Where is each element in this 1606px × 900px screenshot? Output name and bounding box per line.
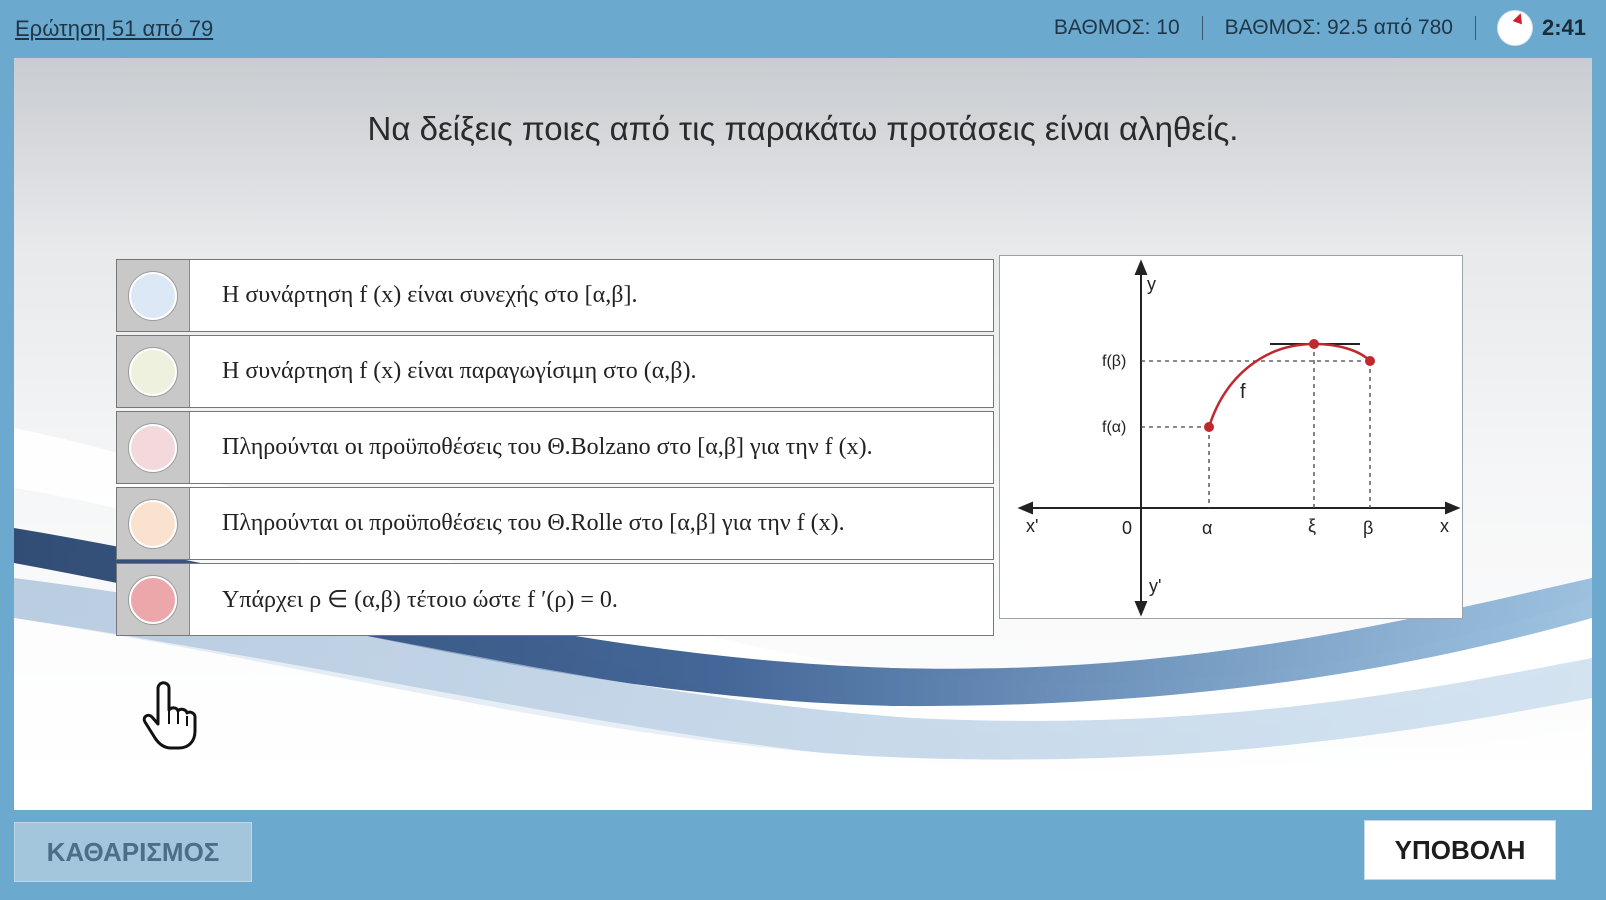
- question-stage: [14, 58, 1592, 810]
- option-radio[interactable]: [129, 576, 177, 624]
- option-text[interactable]: Η συνάρτηση f (x) είναι παραγωγίσιμη στο (α,β).: [222, 358, 697, 384]
- timer-icon: [1498, 11, 1532, 45]
- y-arrow-up: [1136, 262, 1146, 274]
- x-arrow-left: [1020, 503, 1032, 513]
- curve-label: f: [1240, 381, 1246, 403]
- option-text[interactable]: Πληρούνται οι προϋποθέσεις του Θ.Rolle στο [α,β] για την f (x).: [222, 510, 845, 536]
- option-text[interactable]: Υπάρχει ρ ∈ (α,β) τέτοιο ώστε f ′(ρ) = 0.: [222, 587, 618, 613]
- submit-button[interactable]: ΥΠΟΒΟΛΗ: [1364, 820, 1556, 880]
- option-4[interactable]: [116, 487, 994, 560]
- divider: [1202, 16, 1203, 40]
- y-label: y: [1147, 274, 1156, 294]
- question-counter[interactable]: Ερώτηση 51 από 79: [15, 16, 214, 41]
- fa-label: f(α): [1102, 419, 1127, 436]
- hand-cursor-icon: [140, 680, 204, 752]
- a-label: α: [1202, 518, 1213, 538]
- x-arrow-right: [1446, 503, 1458, 513]
- graph-svg: [1000, 256, 1462, 618]
- fb-label: f(β): [1102, 353, 1127, 370]
- option-text[interactable]: Πληρούνται οι προϋποθέσεις του Θ.Bolzano στο [α,β] για την f (x).: [222, 434, 873, 460]
- top-bar: [0, 0, 1606, 56]
- y-arrow-down: [1136, 602, 1146, 614]
- option-radio[interactable]: [129, 500, 177, 548]
- function-curve: [1209, 344, 1370, 427]
- option-radio[interactable]: [129, 424, 177, 472]
- score-area: [1054, 10, 1586, 46]
- option-1[interactable]: [116, 259, 994, 332]
- question-prompt: Να δείξεις ποιες από τις παρακάτω προτάσεις είναι αληθείς.: [367, 110, 1239, 147]
- origin-label: 0: [1122, 518, 1133, 538]
- b-label: β: [1363, 518, 1374, 538]
- x-neg-label: x': [1026, 516, 1039, 536]
- function-graph: [999, 255, 1463, 619]
- point-xi: [1309, 339, 1319, 349]
- timer: 2:41: [1541, 15, 1586, 40]
- option-radio-cell[interactable]: [117, 488, 190, 559]
- x-label: x: [1440, 516, 1449, 536]
- option-5[interactable]: [116, 563, 994, 636]
- question-score: ΒΑΘΜΟΣ: 10: [1053, 16, 1180, 39]
- option-radio-cell[interactable]: [117, 260, 190, 331]
- xi-label: ξ: [1308, 516, 1317, 536]
- option-radio-cell[interactable]: [117, 336, 190, 407]
- total-score: ΒΑΘΜΟΣ: 92.5 από 780: [1224, 16, 1453, 39]
- options-list: [116, 259, 994, 639]
- option-2[interactable]: [116, 335, 994, 408]
- option-radio-cell[interactable]: [117, 412, 190, 483]
- point-a: [1204, 422, 1214, 432]
- y-neg-label: y': [1149, 576, 1162, 596]
- point-b: [1365, 356, 1375, 366]
- option-radio[interactable]: [129, 272, 177, 320]
- option-3[interactable]: [116, 411, 994, 484]
- divider: [1475, 16, 1476, 40]
- option-text[interactable]: Η συνάρτηση f (x) είναι συνεχής στο [α,β].: [222, 282, 638, 308]
- option-radio-cell[interactable]: [117, 564, 190, 635]
- clear-button[interactable]: ΚΑΘΑΡΙΣΜΟΣ: [14, 822, 252, 882]
- option-radio[interactable]: [129, 348, 177, 396]
